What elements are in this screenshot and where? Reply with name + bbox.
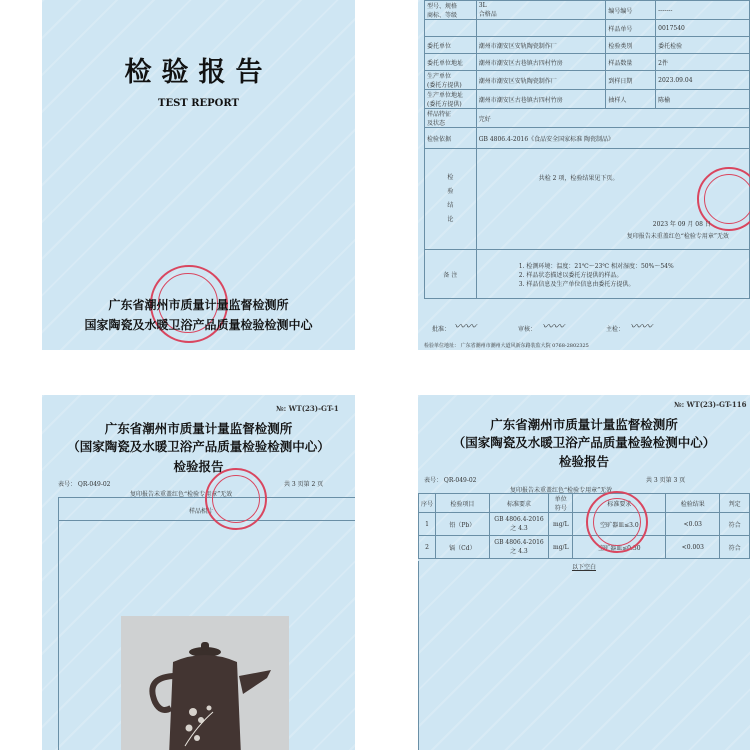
basis-label: 检验依据 <box>425 128 477 149</box>
page2 <box>42 395 355 750</box>
result-req: 空旷器皿≤0.30 <box>573 536 666 559</box>
result-result: <0.003 <box>666 536 720 559</box>
info-page <box>418 0 750 350</box>
result-judge: 符合 <box>720 536 750 559</box>
conclusion-date: 2023 年 09 月 08 日 <box>652 221 711 228</box>
result-row <box>419 536 750 559</box>
col-item: 检验项目 <box>436 494 490 513</box>
info-value2: ------- <box>656 1 750 20</box>
info-value: 潮州市潮安区安轨陶瓷制作厂 <box>476 71 606 90</box>
info-value: 3L 合格品 <box>476 1 606 20</box>
page3-no: №: WT(23)-GT-116 <box>674 400 747 409</box>
col-result: 检验结果 <box>666 494 720 513</box>
info-row <box>425 37 750 54</box>
result-idx: 1 <box>419 513 436 536</box>
sample-status: 完好 <box>476 109 749 128</box>
result-result: <0.03 <box>666 513 720 536</box>
result-row <box>419 513 750 536</box>
review-label: 审核： <box>518 326 537 333</box>
info-table <box>424 0 750 299</box>
page2-table-frame <box>58 497 355 750</box>
info-value: 潮州市潮安区古巷镇古四村竹房 <box>476 54 606 71</box>
result-std: GB 4806.4-2016 之 4.3 <box>489 536 549 559</box>
remark-3: 3. 样品信息及生产单位信息由委托方提供。 <box>518 280 635 288</box>
info-label: 委托单位 <box>425 37 477 54</box>
info-value2: 陈榆 <box>656 90 750 109</box>
results-header-row <box>419 494 750 513</box>
info-label2: 编号编号 <box>606 1 656 20</box>
result-item: 铅（Pb） <box>436 513 490 536</box>
col-req: 标准要求 <box>573 494 666 513</box>
cover-org1: 广东省潮州市质量计量监督检测所 <box>108 298 289 312</box>
tester-signature: 〰〰 <box>630 320 652 333</box>
info-label: 生产单位地址 (委托方提供) <box>425 90 477 109</box>
basis: GB 4806.4-2016《食品安全国家标准 陶瓷制品》 <box>476 128 749 149</box>
page3-form-no: 表号： QR-049-02 <box>424 477 477 484</box>
conclusion-label: 检 验 结 论 <box>425 149 477 250</box>
info-label2: 到样日期 <box>606 71 656 90</box>
blank-note: 以下空白 <box>571 563 596 571</box>
result-std: GB 4806.4-2016 之 4.3 <box>489 513 549 536</box>
info-row <box>425 71 750 90</box>
page3-copy-note: 复印报告未重盖红色“检验专用章”无效 <box>510 487 613 494</box>
info-value2: 委托检验 <box>656 37 750 54</box>
page3-page-info: 共 3 页第 3 页 <box>646 477 686 484</box>
page2-form-no: 表号： QR-049-02 <box>58 481 111 488</box>
info-label2: 样品数量 <box>606 54 656 71</box>
page2-org2: （国家陶瓷及水暖卫浴产品质量检验检测中心） <box>67 439 330 454</box>
tester-label: 主检： <box>606 326 625 333</box>
page2-no: №: WT(23)-GT-1 <box>276 404 339 413</box>
page3-title: 检验报告 <box>558 454 609 469</box>
col-idx: 序号 <box>419 494 436 513</box>
info-value2: 2件 <box>656 54 750 71</box>
col-unit: 单位 符号 <box>549 494 573 513</box>
info-label: 生产单位 (委托方提供) <box>425 71 477 90</box>
info-label <box>425 20 477 37</box>
photo-label: 样品相片 <box>189 508 214 515</box>
cover-title: 检验报告 <box>124 57 273 88</box>
result-item: 镉（Cd） <box>436 536 490 559</box>
page2-org1: 广东省潮州市质量计量监督检测所 <box>104 421 293 436</box>
approve-signature: 〰〰 <box>454 320 476 333</box>
cover-page <box>42 0 355 350</box>
col-judge: 判定 <box>720 494 750 513</box>
remark-1: 1. 检测环境：温度：21℃～23℃ 相对湿度：50%～54% <box>518 262 674 270</box>
page2-seal <box>205 468 267 530</box>
info-value: 潮州市潮安区古巷镇古四村竹房 <box>476 90 606 109</box>
info-label2: 样品单号 <box>606 20 656 37</box>
page3-org2: （国家陶瓷及水暖卫浴产品质量检验检测中心） <box>452 435 716 450</box>
conclusion: 共检 2 项，检验结果见下页。 <box>538 175 619 182</box>
teapot-icon <box>121 616 289 750</box>
cover-subtitle: TEST REPORT <box>158 98 239 109</box>
teapot-photo <box>121 616 289 750</box>
page2-title: 检验报告 <box>173 459 224 474</box>
info-row <box>425 20 750 37</box>
remarks-label: 备 注 <box>425 250 477 299</box>
info-footer: 检验单位地址： 广东省潮州市潮州大道风新东路装监大院 0768-2802325 <box>424 343 589 349</box>
page2-copy-note: 复印报告未重盖红色“检验专用章”无效 <box>130 491 233 498</box>
result-unit: mg/L <box>549 513 573 536</box>
result-unit: mg/L <box>549 536 573 559</box>
info-label: 委托单位地址 <box>425 54 477 71</box>
info-value: 潮州市潮安区安轨陶瓷制作厂 <box>476 37 606 54</box>
result-idx: 2 <box>419 536 436 559</box>
page3-org1: 广东省潮州市质量计量监督检测所 <box>490 417 678 432</box>
sample-status-label: 样品特征 及状态 <box>425 109 477 128</box>
info-label2: 检验类别 <box>606 37 656 54</box>
info-row <box>425 1 750 20</box>
remarks-cell <box>476 250 749 299</box>
info-label2: 抽样人 <box>606 90 656 109</box>
info-value2: 0017540 <box>656 20 750 37</box>
col-std: 标准要求 <box>489 494 549 513</box>
conclusion-cell <box>476 149 749 250</box>
page3-table-frame-bottom <box>418 561 750 750</box>
approve-label: 批准： <box>432 326 451 333</box>
info-value <box>476 20 606 37</box>
conclusion-date-note: 复印报告未重盖红色“检验专用章”无效 <box>626 233 729 240</box>
info-label: 型号、规格 商标、等级 <box>425 1 477 20</box>
result-req: 空旷器皿≤3.0 <box>573 513 666 536</box>
info-row <box>425 54 750 71</box>
page3 <box>418 395 750 750</box>
remark-2: 2. 样品状态描述以委托方提供的样品。 <box>518 271 623 279</box>
page2-page-info: 共 3 页第 2 页 <box>284 481 324 488</box>
page3-seal <box>586 491 648 553</box>
review-signature: 〰〰 <box>542 320 564 333</box>
info-value2: 2023.09.04 <box>656 71 750 90</box>
cover-org2: 国家陶瓷及水暖卫浴产品质量检验检测中心 <box>84 318 313 332</box>
info-row <box>425 90 750 109</box>
result-judge: 符合 <box>720 513 750 536</box>
